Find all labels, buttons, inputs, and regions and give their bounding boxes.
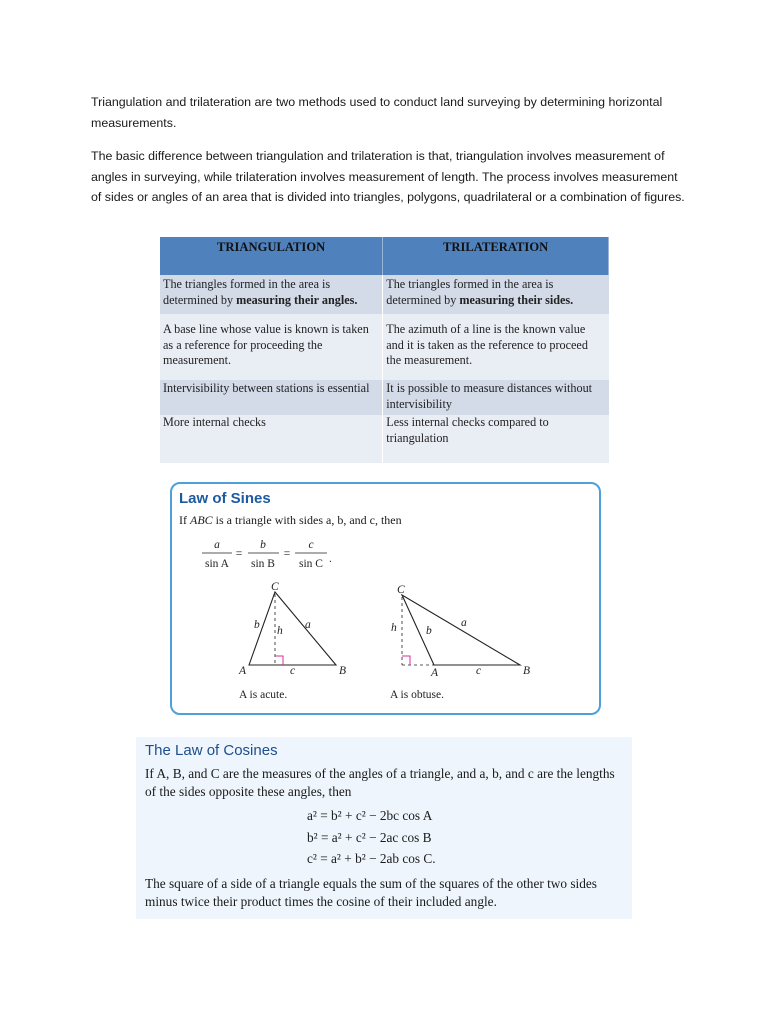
- table-cell: A base line whose value is known is taken as a reference for proceeding the measurement.: [160, 314, 383, 380]
- vertex-label-b: B: [339, 665, 347, 677]
- right-angle-mark: [402, 656, 410, 665]
- side-label-a: a: [461, 617, 467, 629]
- side-label-c: c: [476, 665, 482, 677]
- cosine-equation-a: a² = b² + c² − 2bc cos A: [307, 808, 433, 823]
- side-label-b: b: [254, 619, 260, 631]
- side-label-b: b: [426, 625, 432, 637]
- header-trilateration: TRILATERATION: [383, 237, 609, 275]
- obtuse-triangle: [402, 595, 520, 665]
- law-of-cosines-summary: The square of a side of a triangle equals the sum of the squares of the other two sides minus twice their product times the cosine of their included angle.: [145, 876, 597, 909]
- table-cell: More internal checks: [160, 415, 383, 463]
- ratio-denominator-c: sin C: [299, 558, 323, 570]
- equals-sign: =: [283, 548, 291, 560]
- table-cell: Less internal checks compared to triangulation: [383, 415, 609, 463]
- altitude-label-h: h: [277, 625, 283, 637]
- acute-triangle: [249, 592, 336, 665]
- cosine-equation-b: b² = a² + c² − 2ac cos B: [307, 830, 432, 845]
- table-row: [160, 275, 609, 314]
- law-of-cosines-intro: If A, B, and C are the measures of the angles of a triangle, and a, b, and c are the lengths of the sides opposite these angles, then: [145, 766, 615, 799]
- altitude-label-h: h: [391, 622, 397, 634]
- ratio-numerator-c: c: [308, 539, 314, 551]
- header-triangulation: TRIANGULATION: [160, 237, 383, 275]
- law-of-sines-box: [170, 482, 601, 715]
- law-of-cosines-title: The Law of Cosines: [145, 742, 278, 759]
- vertex-label-a: A: [431, 667, 439, 679]
- table-row: [160, 380, 609, 415]
- cell-bold-text: measuring their sides.: [459, 292, 574, 307]
- table-cell: [160, 275, 383, 314]
- law-of-cosines-box: [136, 737, 632, 919]
- cell-text: The triangles formed in the area is determined by: [386, 277, 554, 307]
- side-label-a: a: [305, 619, 311, 631]
- table-cell: It is possible to measure distances without intervisibility: [383, 380, 609, 415]
- cell-text: The triangles formed in the area is determined by: [163, 277, 331, 307]
- intro-suffix: is a triangle with sides a, b, and c, then: [212, 513, 402, 527]
- right-angle-mark: [275, 656, 283, 665]
- table-cell: The azimuth of a line is the known value and it is taken as the reference to proceed the measurement.: [383, 314, 609, 380]
- cell-bold-text: measuring their angles.: [236, 292, 358, 307]
- law-of-sines-figure: [172, 484, 599, 713]
- ratio-denominator-a: sin A: [205, 558, 229, 570]
- intro-abc: ABC: [190, 513, 213, 527]
- vertex-label-a: A: [239, 665, 247, 677]
- table-cell: Intervisibility between stations is essential: [160, 380, 383, 415]
- table-header-row: [160, 237, 609, 275]
- table-row: [160, 314, 609, 380]
- law-of-sines-title: Law of Sines: [179, 490, 271, 507]
- difference-paragraph: The basic difference between triangulation and trilateration is that, triangulation involves measurement of angles in surveying, while trilateration involves measurement of length. The process involves measurement of sides or angles of an area that is divided into triangles, polygons, quadrilateral or a combination of figures.: [91, 149, 685, 204]
- intro-paragraph: Triangulation and trilateration are two methods used to conduct land surveying by determining horizontal measurements.: [91, 95, 663, 130]
- table-cell: [383, 275, 609, 314]
- ratio-numerator-b: b: [260, 539, 266, 551]
- side-label-c: c: [290, 665, 296, 677]
- cosine-equation-c: c² = a² + b² − 2ab cos C.: [307, 851, 436, 866]
- vertex-label-c: C: [397, 584, 405, 596]
- comparison-table: [160, 237, 609, 463]
- vertex-label-b: B: [523, 665, 531, 677]
- intro-prefix: If: [179, 513, 190, 527]
- vertex-label-c: C: [271, 581, 279, 593]
- table-row: [160, 415, 609, 463]
- equals-sign: =: [235, 548, 243, 560]
- ratio-numerator-a: a: [214, 539, 220, 551]
- end-period: .: [329, 553, 332, 565]
- caption-acute: A is acute.: [239, 689, 288, 701]
- caption-obtuse: A is obtuse.: [390, 689, 444, 701]
- ratio-denominator-b: sin B: [251, 558, 275, 570]
